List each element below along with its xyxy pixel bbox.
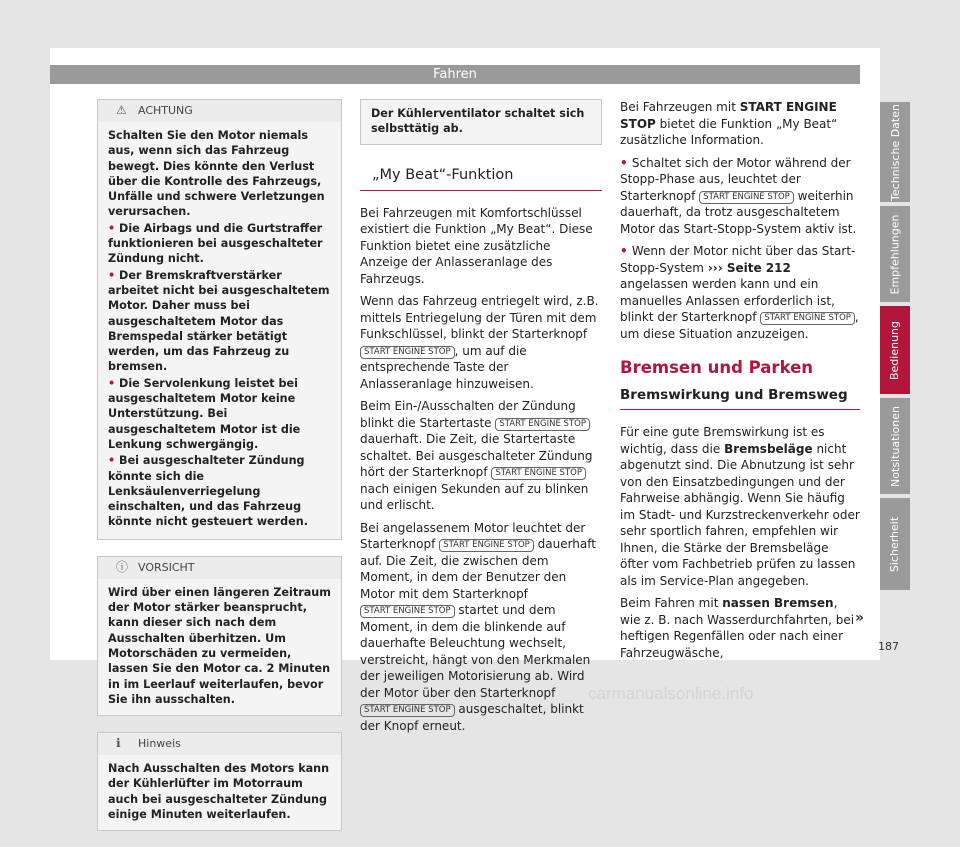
warning-triangle-icon: ⚠ [116,103,127,117]
text-span: , um diese Situation anzuzeigen. [620,310,859,341]
text-span: dauerhaft. Die Zeit, die Startertaste schaltet. Bei ausgeschalteter Zündung hört der Starterknopf [360,432,593,479]
note-box [97,732,342,831]
column-middle [360,99,602,740]
start-engine-stop-key: START ENGINE STOP [360,346,455,359]
caution-box [97,556,342,716]
tab-label: Notsituationen [888,405,902,487]
tab-label: Sicherheit [888,516,902,572]
tab-sicherheit[interactable] [880,498,910,590]
warning-bullet: • Der Bremskraftverstärker arbeitet nicht bei ausgeschaltetem Motor. Daher muss bei ausgeschaltetem Motor das Bremspedal stärker betätigt werden, um das Fahrzeug zu bremsen. [108,268,333,375]
fan-note-box: Der Kühlerventilator schaltet sich selbsttätig ab. [360,99,602,145]
text-span: nach einigen Sekunden auf zu blinken und erlischt. [360,481,589,512]
warning-title: ACHTUNG [138,104,193,117]
list-item [620,155,860,238]
text-span: weiterhin dauerhaft, da trotz ausgeschaltetem Motor das Start-Stopp-System aktiv ist. [620,188,857,236]
caution-body: Wird über einen längeren Zeitraum der Motor stärker beansprucht, kann dieser sich nach dem Ausschalten überhitzen. Um Motorschäden zu vermeiden, lassen Sie den Motor ca. 2 Minuten in im Leerlauf weiterlaufen, bevor Sie ihn ausschalten. [98,579,341,715]
tab-bedienung[interactable] [880,306,910,394]
start-engine-stop-key: START ENGINE STOP [491,467,586,480]
caution-title: VORSICHT [138,560,195,574]
note-body: Nach Ausschalten des Motors kann der Kühlerlüfter im Motorraum auch bei ausgeschalteter Zündung einige Minuten weiterlaufen. [98,755,341,830]
text-span: startet und dem Moment, in dem die blinkende auf dauerhafte Beleuchtung wechselt, verstreicht, hängt von den Merkmalen der jeweiligen Motorisierung ab. Wird der Motor über den Starterknopf [360,603,591,700]
tab-notsituationen[interactable] [880,398,910,494]
text-span: ausgeschaltet, blinkt der Knopf erneut. [360,702,584,733]
tab-label: Empfehlungen [888,214,902,294]
text-span: Bei Fahrzeugen mit [620,100,736,114]
text-span: nicht abgenutzt sind. Die Abnutzung ist sehr von den Einsatzbedingungen und der Fahrweise abhängig. Wenn Sie häufig im Stadt- und Kurzstreckenverkehr oder sehr sportlich fahren, empfehlen wir Ihnen, die Stärke der Bremsbeläge öfter vom Fachbetrieb prüfen zu lassen als im Service-Plan angegeben. [620,441,860,588]
mybeat-paragraph [360,520,602,735]
column-right [620,99,860,667]
mybeat-paragraph [360,293,602,392]
mybeat-paragraph [360,398,602,514]
list-item [620,243,860,342]
start-engine-stop-key: START ENGINE STOP [360,605,455,618]
info-icon: ℹ [116,736,121,751]
watermark: carmanualsonline.info [588,684,754,703]
subsection-title: Bremswirkung und Bremsweg [620,387,860,411]
text-span: Wenn das Fahrzeug entriegelt wird, z.B. mittels Entriegelung der Türen mit dem Funkschlüssel, blinkt der Starterknopf [360,294,599,341]
caution-header [98,557,341,579]
brake-paragraph [620,595,860,661]
text-span: dauerhaft auf. Die Zeit, die zwischen dem Moment, in dem der Benutzer den Motor mit dem Starterknopf [360,537,596,601]
text-span: bietet die Funktion „My Beat“ zusätzliche Information. [620,116,838,147]
text-span: Schaltet sich der Motor während der Stopp-Phase aus, leuchtet der Starterknopf [620,155,851,203]
text-span: Beim Fahren mit [620,596,719,610]
start-engine-stop-key: START ENGINE STOP [439,539,534,552]
brake-paragraph [620,424,860,589]
warning-header [98,100,341,122]
note-header [98,733,341,755]
text-span: Beim Ein-/Ausschalten der Zündung blinkt die Startertaste [360,399,576,430]
page-number: 187 [878,640,899,653]
continue-mark: » [855,610,865,626]
mybeat-heading: „My Beat“-Funktion [360,167,602,191]
page-reference-link[interactable]: ››› Seite 212 [707,260,791,275]
tab-technische-daten[interactable] [880,102,910,202]
mybeat-paragraph: Bei Fahrzeugen mit Komfortschlüssel existiert die Funktion „My Beat“. Diese Funktion bietet eine zusätzliche Anzeige der Anlasseranlage des Fahrzeugs. [360,205,593,286]
warning-bullet: • Bei ausgeschalteter Zündung könnte sich die Lenksäulenverriegelung einschalten, und das Fahrzeug könnte nicht gesteuert werden. [108,453,333,529]
section-title: Bremsen und Parken [620,358,814,377]
warning-box [97,99,342,540]
text-span: Wenn der Motor nicht über das Start-Stopp-System [620,244,856,275]
page-header: Fahren [50,65,860,84]
bold-span: START ENGINE STOP [620,100,837,131]
start-engine-stop-key: START ENGINE STOP [699,191,794,204]
warning-bullet: • Die Servolenkung leistet bei ausgeschaltetem Motor keine Unterstützung. Bei ausgeschaltetem Motor ist die Lenkung schwergängig. [108,376,333,452]
bold-span: nassen Bremsen [722,596,834,610]
text-span: , wie z. B. nach Wasserdurchfahrten, bei heftigen Regenfällen oder nach einer Fahrzeugwäsche, [620,596,855,660]
start-engine-stop-key: START ENGINE STOP [760,312,855,325]
tab-label: Bedienung [888,320,902,380]
tab-empfehlungen[interactable] [880,206,910,302]
start-engine-stop-key: START ENGINE STOP [495,418,590,431]
text-span: Bei angelassenem Motor leuchtet der Starterknopf [360,520,586,551]
note-title: Hinweis [138,737,181,751]
column-left [97,99,342,847]
start-engine-stop-key: START ENGINE STOP [360,704,455,717]
warning-intro: Schalten Sie den Motor niemals aus, wenn sich das Fahrzeug bewegt. Dies könnte den Verlust über die Kontrolle des Fahrzeugs, Unfälle und schwere Verletzungen verursachen. [108,129,325,219]
bold-span: Bremsbeläge [724,441,813,456]
text-span: , um auf die entsprechende Taste der Anlasseranlage hinzuweisen. [360,343,534,391]
caution-circle-icon: ⓘ [116,559,129,574]
warning-bullet: • Die Airbags und die Gurtstraffer funktionieren bei ausgeschalteter Zündung nicht. [108,221,333,267]
text-span: angelassen werden kann und ein manuelles Anlassen erforderlich ist, blinkt der Starterknopf [620,277,835,324]
chapter-tabs [880,102,910,594]
warning-body [98,122,341,539]
text-span: Für eine gute Bremswirkung ist es wichtig, dass die [620,425,825,456]
tab-label: Technische Daten [888,103,902,201]
mybeat-info-paragraph [620,99,860,149]
